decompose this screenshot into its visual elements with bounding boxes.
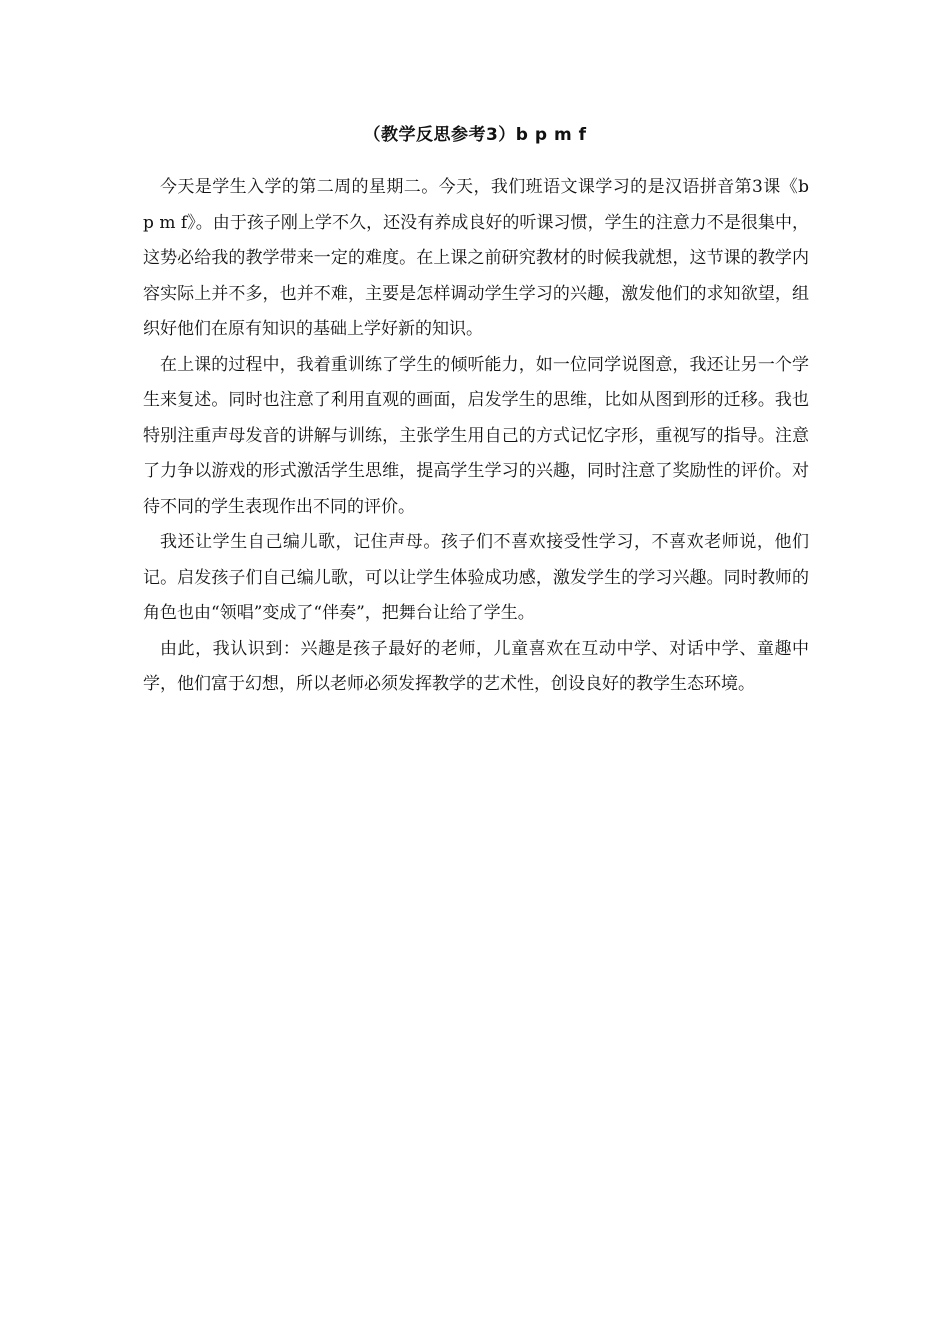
paragraph-4: 由此，我认识到：兴趣是孩子最好的老师，儿童喜欢在互动中学、对话中学、童趣中学，他们富于幻想，所以老师必须发挥教学的艺术性，创设良好的教学生态环境。 [143, 638, 809, 694]
document-body [143, 170, 809, 703]
document-title: （教学反思参考3）b p m f [363, 125, 587, 145]
paragraph-3: 我还让学生自己编儿歌，记住声母。孩子们不喜欢接受性学习，不喜欢老师说，他们记。启发孩子们自己编儿歌，可以让学生体验成功感，激发学生的学习兴趣。同时教师的角色也由“领唱”变成了“伴奏”，把舞台让给了学生。 [143, 532, 809, 623]
paragraph-2: 在上课的过程中，我着重训练了学生的倾听能力，如一位同学说图意，我还让另一个学生来复述。同时也注意了利用直观的画面，启发学生的思维，比如从图到形的迁移。我也特别注重声母发音的讲解与训练，主张学生用自己的方式记忆字形，重视写的指导。注意了力争以游戏的形式激活学生思维，提高学生学习的兴趣，同时注意了奖励性的评价。对待不同的学生表现作出不同的评价。 [143, 354, 809, 517]
paragraph-1: 今天是学生入学的第二周的星期二。今天，我们班语文课学习的是汉语拼音第3课《b p m f》。由于孩子刚上学不久，还没有养成良好的听课习惯，学生的注意力不是很集中，这势必给我的教学带来一定的难度。在上课之前研究教材的时候我就想，这节课的教学内容实际上并不多，也并不难，主要是怎样调动学生学习的兴趣，激发他们的求知欲望，组织好他们在原有知识的基础上学好新的知识。 [143, 177, 809, 339]
